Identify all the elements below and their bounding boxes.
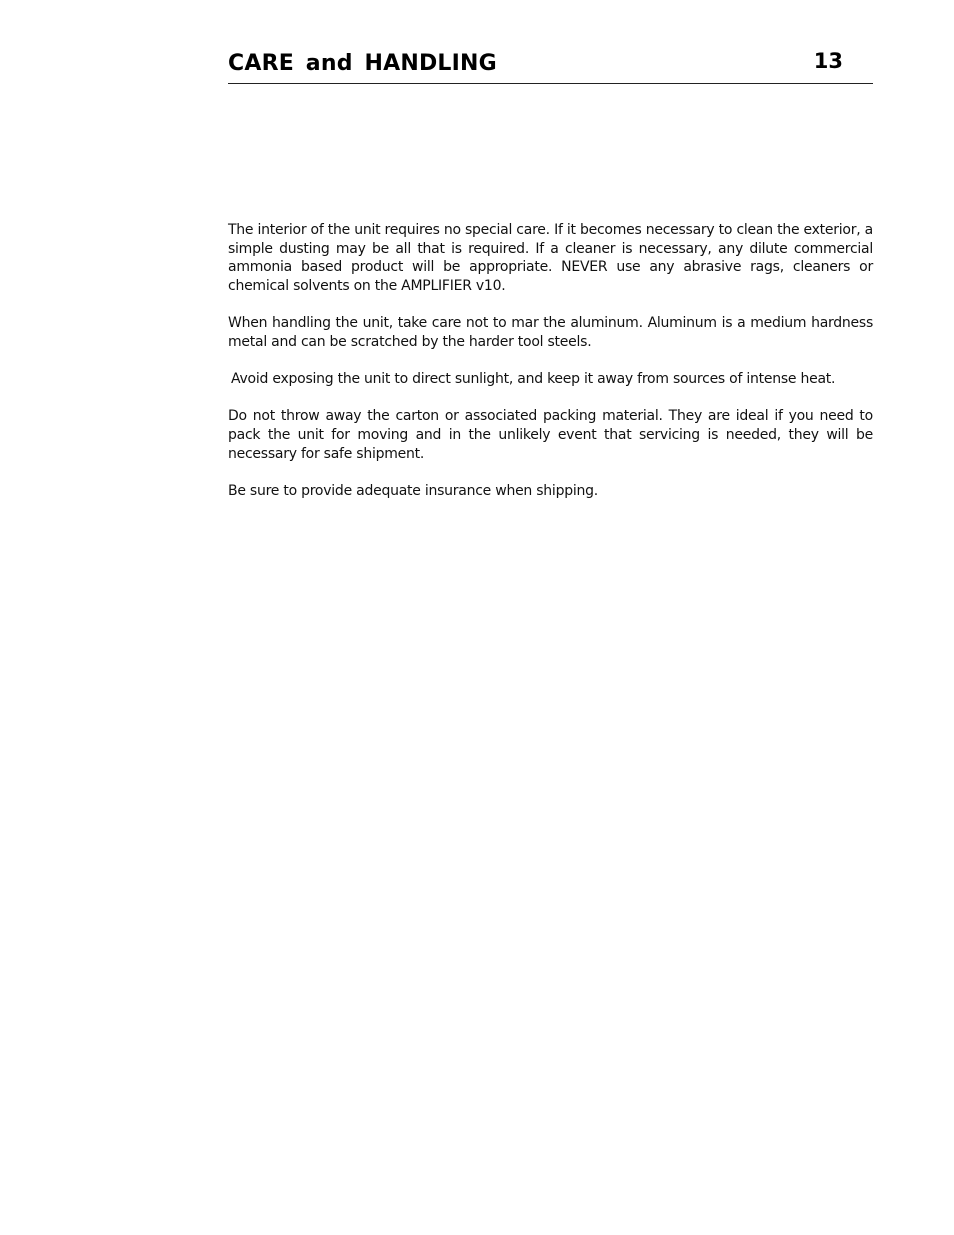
paragraph-handling: When handling the unit, take care not to mar the aluminum. Aluminum is a medium hardness metal and can be scratched by the harder tool steels. (228, 315, 873, 351)
paragraph-cleaning: The interior of the unit requires no special care. If it becomes necessary to clean the exterior, a simple dusting may be all that is required. If a cleaner is necessary, any dilute commercial ammonia based product will be appropriate. NEVER use any abrasive rags, cleaners or chemical solvents on the AMPLIFIER v10. (228, 222, 873, 295)
page-number: 13 (813, 49, 843, 73)
body-text (228, 221, 873, 519)
paragraph-packing: Do not throw away the carton or associated packing material. They are ideal if you need to pack the unit for moving and in the unlikely event that servicing is needed, they will be necessary for safe shipment. (228, 408, 873, 462)
page-header (228, 46, 873, 84)
paragraph-sunlight: Avoid exposing the unit to direct sunlight, and keep it away from sources of intense heat. (231, 371, 836, 388)
page-title: CARE and HANDLING (228, 51, 497, 76)
paragraph-insurance: Be sure to provide adequate insurance when shipping. (228, 483, 598, 500)
